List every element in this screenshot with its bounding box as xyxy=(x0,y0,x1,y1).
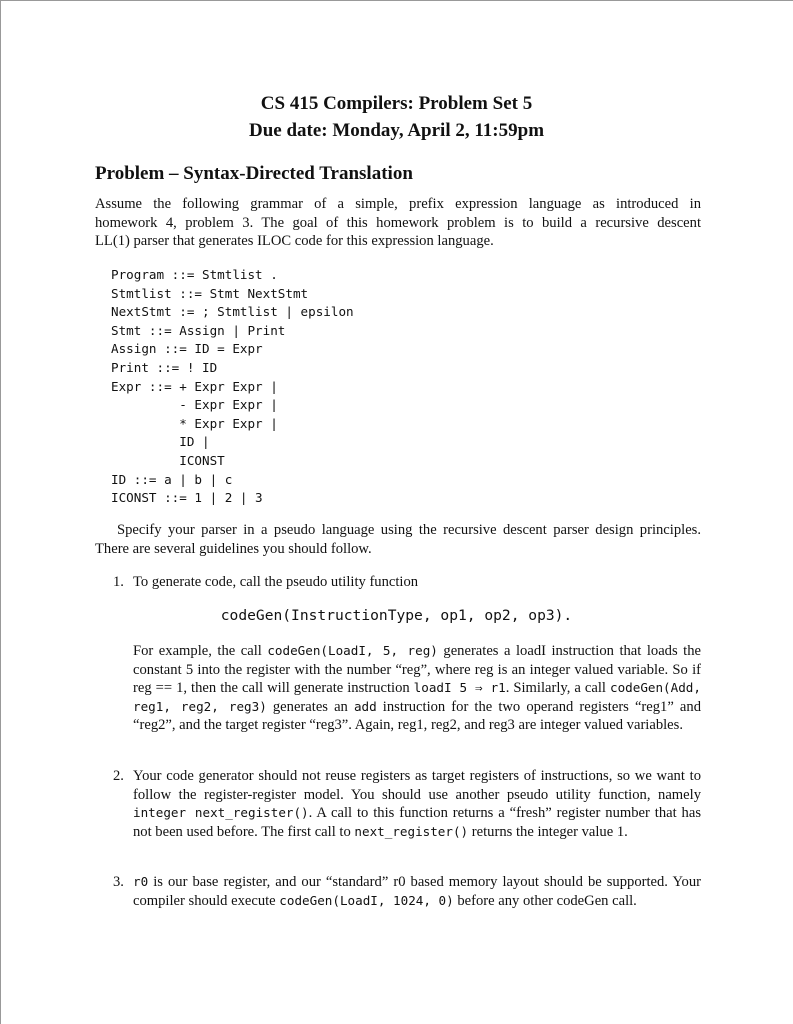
code-run: codeGen(LoadI, 1024, 0) xyxy=(279,892,454,908)
grammar-line: - Expr Expr | xyxy=(111,397,278,413)
text-run: For example, the call xyxy=(133,643,268,659)
grammar-line: ICONST ::= 1 | 2 | 3 xyxy=(111,490,263,506)
codegen-example-paragraph xyxy=(133,642,701,735)
document-title: CS 415 Compilers: Problem Set 5 xyxy=(260,93,533,114)
grammar-line: Assign ::= ID = Expr xyxy=(111,341,263,357)
text-run: generates a loadI instruction that loads the constant 5 into the register with the number “reg”, where reg is an integer valued variable. So if reg == 1, then the call will generate instruction xyxy=(133,643,701,697)
grammar-line: Stmtlist ::= Stmt NextStmt xyxy=(111,285,309,301)
code-run: add xyxy=(353,698,377,714)
code-run: codeGen(Add, reg1, reg2, reg3) xyxy=(133,680,701,714)
code-run: r0 xyxy=(133,874,149,889)
guideline-text: To generate code, call the pseudo utility function xyxy=(133,574,419,590)
grammar-line: ID | xyxy=(111,434,210,450)
problem-heading: Problem – Syntax-Directed Translation xyxy=(95,163,413,184)
list-number: 3. xyxy=(113,874,124,890)
code-run: loadI 5 ⇒ r1 xyxy=(413,680,506,696)
specify-paragraph: Specify your parser in a pseudo language using the recursive descent parser design principles. There are several guidelines you should follow. xyxy=(95,522,701,557)
grammar-line: NextStmt := ; Stmtlist | epsilon xyxy=(111,304,354,320)
intro-line: LL(1) parser that generates ILOC code for this expression language. xyxy=(95,233,494,250)
grammar-line: Print ::= ! ID xyxy=(111,359,218,375)
code-run: integer next_register() xyxy=(133,805,309,821)
grammar-block xyxy=(111,266,354,508)
intro-line: Assume the following grammar of a simple, prefix expression language as introduced in xyxy=(95,196,701,212)
text-run: generates an xyxy=(266,698,354,715)
code-run: codeGen(LoadI, 5, reg) xyxy=(267,643,438,658)
text-run: . A call to this function returns a “fresh” register number that has not been used before. The first call to xyxy=(133,805,701,840)
grammar-line: Expr ::= + Expr Expr | xyxy=(111,378,278,394)
guideline-text xyxy=(133,767,701,841)
grammar-line: ICONST xyxy=(111,452,225,468)
text-run: . Similarly, a call xyxy=(505,680,610,697)
text-run: is our base register, and our “standard” r0 based memory layout should be supported. Your compiler should execute xyxy=(133,874,701,909)
codegen-signature: codeGen(InstructionType, op1, op2, op3). xyxy=(220,607,573,624)
code-run: next_register() xyxy=(354,823,469,839)
text-run: instruction for the two operand registers “reg1” and “reg2”, and the target register “reg3”. Again, reg1, reg2, and reg3 are integer valued variables. xyxy=(133,698,701,734)
text-run: returns the integer value 1. xyxy=(468,823,628,840)
intro-paragraph xyxy=(95,195,701,251)
grammar-line: ID ::= a | b | c xyxy=(111,471,233,487)
list-number: 1. xyxy=(113,574,124,590)
text-run: before any other codeGen call. xyxy=(453,892,637,909)
grammar-line: Program ::= Stmtlist . xyxy=(111,267,278,282)
due-date: Due date: Monday, April 2, 11:59pm xyxy=(248,120,545,141)
guideline-text xyxy=(133,873,701,910)
intro-line: homework 4, problem 3. The goal of this homework problem is to build a recursive descent xyxy=(95,214,701,231)
grammar-line: * Expr Expr | xyxy=(111,415,278,431)
list-number: 2. xyxy=(113,768,124,784)
text-run: Your code generator should not reuse registers as target registers of instructions, so we want to follow the register-register model. You should use another pseudo utility function, namely xyxy=(133,768,701,803)
grammar-line: Stmt ::= Assign | Print xyxy=(111,322,286,338)
